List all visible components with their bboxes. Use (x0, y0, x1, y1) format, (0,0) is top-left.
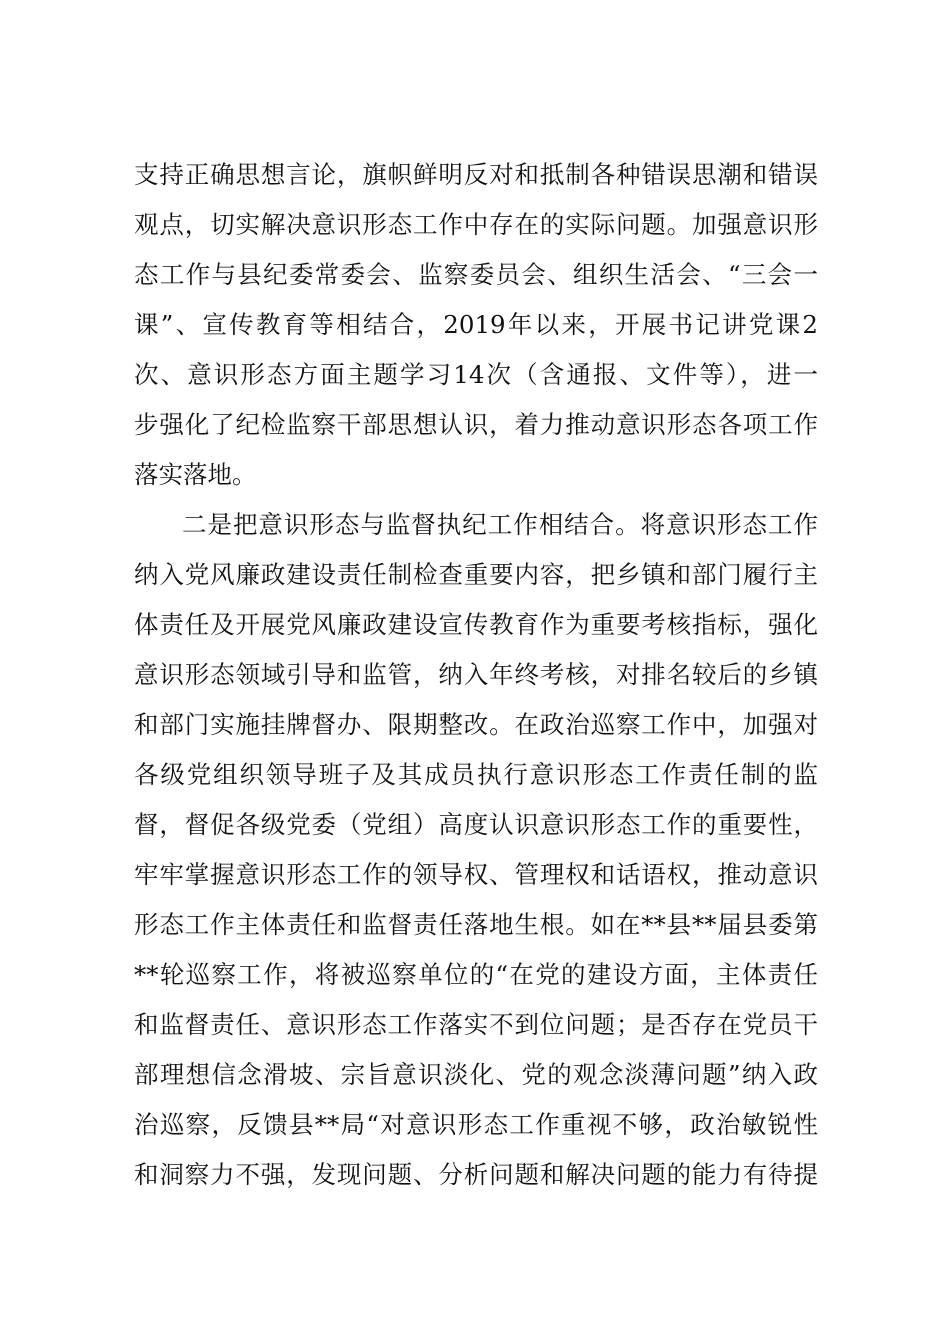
text-line: 督，督促各级党委（党组）高度认识意识形态工作的重要性， (134, 810, 818, 839)
text-line: 支持正确思想言论，旗帜鲜明反对和抵制各种错误思潮和错误 (134, 160, 818, 189)
text-line: **轮巡察工作，将被巡察单位的“在党的建设方面，主体责任 (134, 960, 818, 989)
text-line: 和监督责任、意识形态工作落实不到位问题；是否存在党员干 (134, 1010, 818, 1039)
text-line: 形态工作主体责任和监督责任落地生根。如在**县**届县委第 (134, 910, 818, 939)
text-line: 各级党组织领导班子及其成员执行意识形态工作责任制的监 (134, 760, 818, 789)
text-line: 意识形态领域引导和监管，纳入年终考核，对排名较后的乡镇 (134, 660, 818, 689)
text-line: 观点，切实解决意识形态工作中存在的实际问题。加强意识形 (134, 210, 818, 239)
text-line: 体责任及开展党风廉政建设宣传教育作为重要考核指标，强化 (134, 610, 818, 639)
text-line: 二是把意识形态与监督执纪工作相结合。将意识形态工作 (182, 510, 818, 539)
text-line: 部理想信念滑坡、宗旨意识淡化、党的观念淡薄问题”纳入政 (134, 1060, 818, 1089)
text-line: 课”、宣传教育等相结合，2019年以来，开展书记讲党课2 (134, 310, 818, 339)
text-line: 落实落地。 (134, 460, 257, 489)
text-line: 次、意识形态方面主题学习14次（含通报、文件等），进一 (134, 360, 818, 389)
text-line: 牢牢掌握意识形态工作的领导权、管理权和话语权，推动意识 (134, 860, 818, 889)
text-line: 和部门实施挂牌督办、限期整改。在政治巡察工作中，加强对 (134, 710, 818, 739)
text-line: 治巡察，反馈县**局“对意识形态工作重视不够，政治敏锐性 (134, 1110, 818, 1139)
text-line: 纳入党风廉政建设责任制检查重要内容，把乡镇和部门履行主 (134, 560, 818, 589)
text-line: 态工作与县纪委常委会、监察委员会、组织生活会、“三会一 (134, 260, 818, 289)
text-line: 和洞察力不强，发现问题、分析问题和解决问题的能力有待提 (134, 1160, 818, 1189)
text-line: 步强化了纪检监察干部思想认识，着力推动意识形态各项工作 (134, 410, 818, 439)
